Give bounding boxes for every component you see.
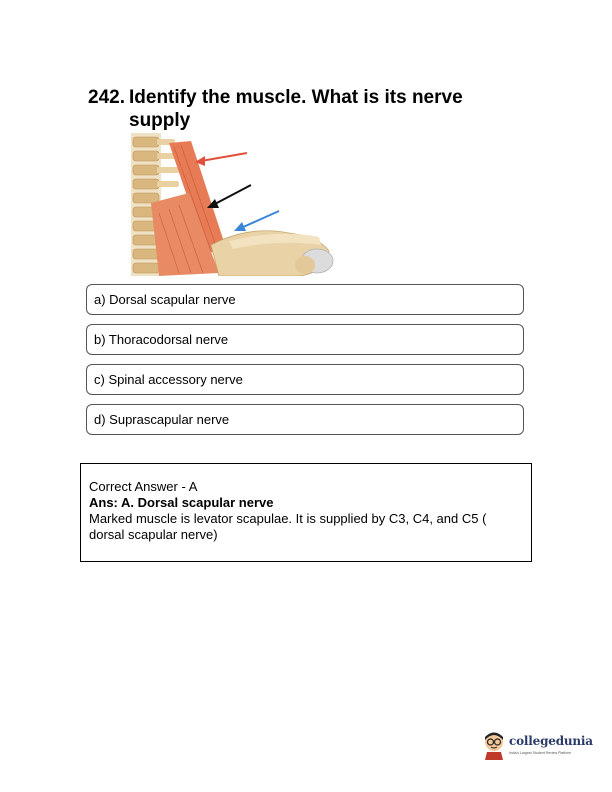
anatomy-figure [129, 133, 348, 276]
option-d[interactable]: d) Suprascapular nerve [86, 404, 524, 435]
answer-box [80, 463, 532, 562]
student-mascot-icon [482, 730, 506, 760]
shoulder-bones [211, 231, 333, 276]
question-text: Identify the muscle. What is its nerve supply [129, 87, 463, 131]
logo-name: collegedunia [509, 734, 593, 748]
option-c[interactable]: c) Spinal accessory nerve [86, 364, 524, 395]
option-a[interactable]: a) Dorsal scapular nerve [86, 284, 524, 315]
answer-explanation: Marked muscle is levator scapulae. It is supplied by C3, C4, and C5 ( dorsal scapular nerve) [89, 511, 487, 542]
collegedunia-logo [482, 730, 592, 764]
logo-tagline: India's Largest Student Review Platform [509, 751, 572, 755]
option-b[interactable]: b) Thoracodorsal nerve [86, 324, 524, 355]
question-number: 242. [88, 87, 125, 108]
correct-answer-label: Correct Answer - A [89, 479, 198, 494]
answer-title: Ans: A. Dorsal scapular nerve [89, 495, 274, 510]
